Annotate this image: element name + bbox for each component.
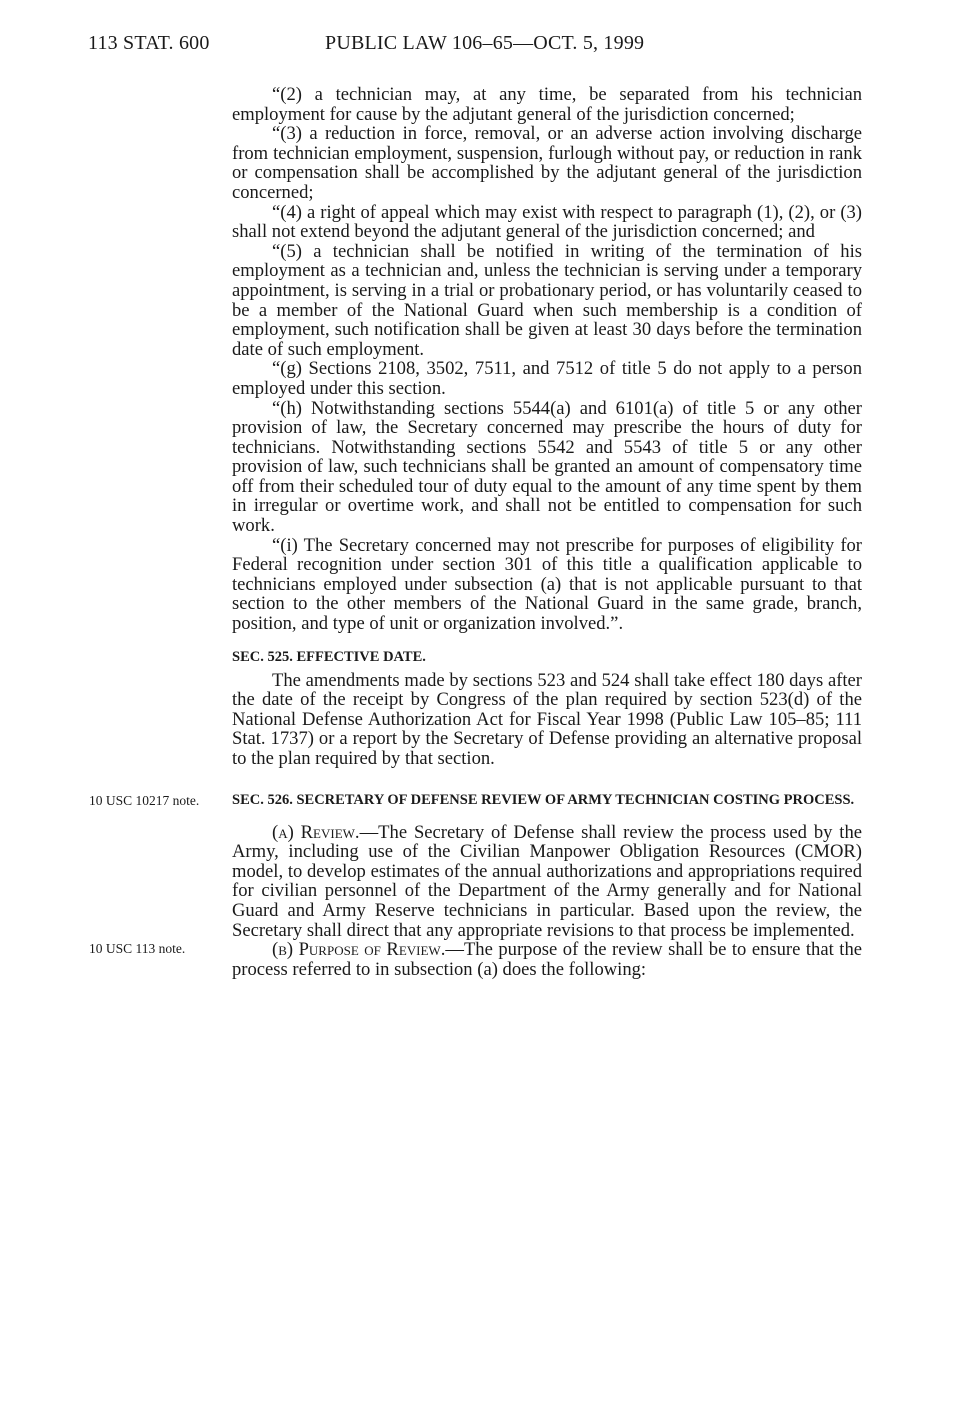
subsection-a-text: —The Secretary of Defense shall review the process used by the Army, including use of the Civilian Manpower Obligation Resources (CMOR) model, to develop estimates of the annual authorizations and appropriations required for civilian personnel of the Department of the Army generally and for National Guard and Army Reserve technicians in particular. Based upon the review, the Secretary shall direct that any appropriate revisions to that process be implemented. (232, 821, 862, 941)
running-header (0, 32, 957, 62)
subsection-i: “(i) The Secretary concerned may not prescribe for purposes of eligibility for Federal recognition under section 301 of this title a qualification applicable to technicians employed under subsection (a) that is not applicable pursuant to that section to the other members of the National Guard in the same grade, branch, position, and type of unit or organization involved.”. (232, 534, 862, 635)
section-526-heading: SEC. 526. SECRETARY OF DEFENSE REVIEW OF ARMY TECHNICIAN COSTING PROCESS. (232, 791, 855, 808)
margin-note-sec-525: 10 USC 10217 note. (89, 793, 200, 808)
stat-page-number: 113 STAT. 600 (88, 32, 210, 54)
public-law-citation: PUBLIC LAW 106–65—OCT. 5, 1999 (325, 32, 645, 54)
paragraph-f4: “(4) a right of appeal which may exist with respect to paragraph (1), (2), or (3) shall not extend beyond the adjutant general of the jurisdiction concerned; and (232, 201, 862, 243)
subsection-b-label: (b) Purpose of Review. (272, 939, 446, 961)
main-text-column (232, 85, 862, 979)
subsection-h: “(h) Notwithstanding sections 5544(a) and 6101(a) of title 5 or any other provision of law, the Secretary concerned may prescribe the hours of duty for technicians. Notwithstanding sections 5542 and 5543 of title 5 or any other provision of law, such technicians shall be granted an amount of compensatory time off from their scheduled tour of duty equal to the amount of any time spent by them in irregular or overtime work, and shall not be entitled to compensation for such work. (232, 397, 862, 537)
margin-note-sec-526: 10 USC 113 note. (89, 941, 186, 956)
subsection-g: “(g) Sections 2108, 3502, 7511, and 7512 of title 5 do not apply to a person employed under this section. (232, 358, 862, 399)
subsection-b-text: —The purpose of the review shall be to ensure that the process referred to in subsection (a) does the following: (232, 939, 862, 980)
paragraph-f5: “(5) a technician shall be notified in writing of the termination of his employment as a technician and, unless the technician is serving under a temporary appointment, is serving in a trial or probationary period, or has voluntarily ceased to be a member of the National Guard when such membership is a condition of employment, such notification shall be given at least 30 days before the termination date of such employment. (232, 240, 862, 360)
section-526-subsection-a (232, 823, 862, 941)
paragraph-f3: “(3) a reduction in force, removal, or an adverse action involving discharge from technician employment, suspension, furlough without pay, or reduction in rank or compensation shall be accomplished by the adjutant general of the jurisdiction concerned; (232, 123, 862, 203)
section-525-text: The amendments made by sections 523 and 524 shall take effect 180 days after the date of the receipt by Congress of the plan required by section 523(d) of the National Defense Authorization Act for Fiscal Year 1998 (Public Law 105–85; 111 Stat. 1737) or a report by the Secretary of Defense providing an alternative proposal to the plan required by that section. (232, 669, 862, 769)
subsection-a-label: (a) Review. (272, 821, 360, 843)
paragraph-f2: “(2) a technician may, at any time, be separated from his technician employment for cause by the adjutant general of the jurisdiction concerned; (232, 84, 862, 125)
section-526-subsection-b (232, 940, 862, 979)
section-525-heading: SEC. 525. EFFECTIVE DATE. (232, 648, 426, 665)
